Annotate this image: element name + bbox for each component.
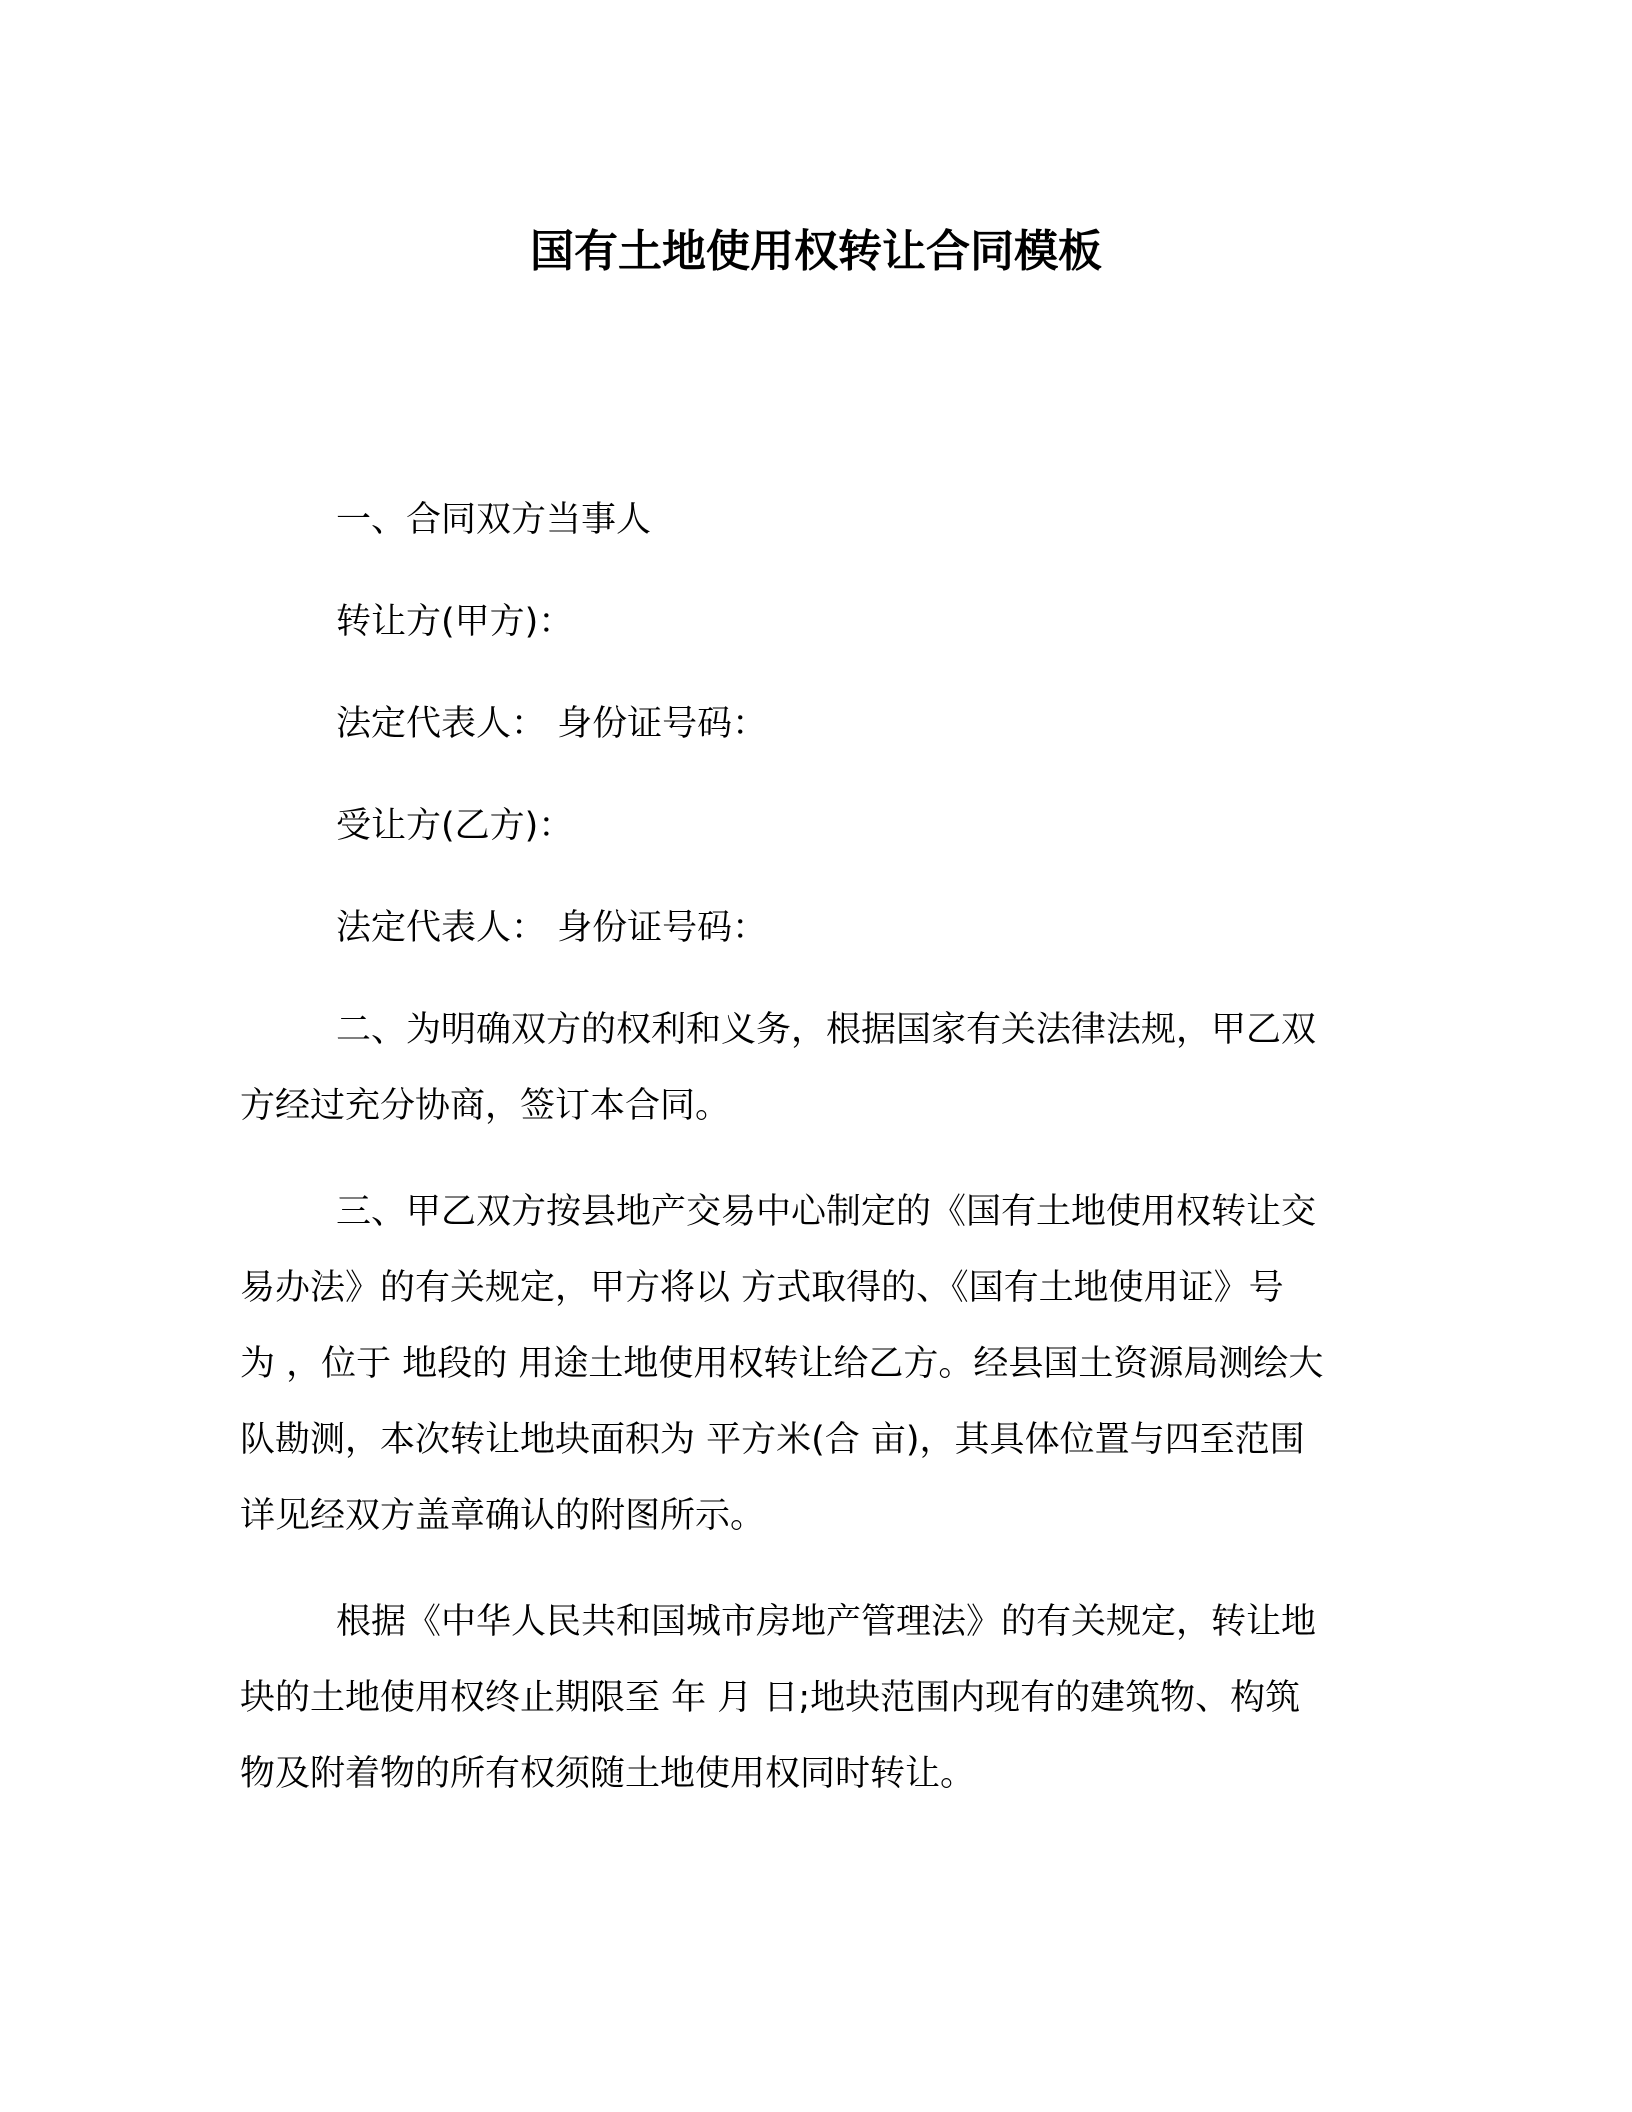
paragraph-line: 队勘测，本次转让地块面积为 平方米(合 亩)，其具体位置与四至范围 [240,1420,1305,1460]
transferor-line: 转让方(甲方)： [336,602,574,642]
paragraph-section-2 [240,992,1380,1144]
section-heading-parties: 一、合同双方当事人 [336,500,652,540]
paragraph-line: 方经过充分协商，签订本合同。 [240,1086,731,1126]
paragraph-line: 块的土地使用权终止期限至 年 月 日;地块范围内现有的建筑物、构筑 [240,1678,1301,1718]
paragraph-section-3 [240,1174,1380,1554]
legal-representative-line-2: 法定代表人： 身份证号码： [336,908,768,948]
transferee-line: 受让方(乙方)： [336,806,574,846]
paragraph-line: 三、甲乙双方按县地产交易中心制定的《国有土地使用权转让交 [336,1192,1317,1232]
paragraph-line: 物及附着物的所有权须随土地使用权同时转让。 [240,1754,976,1794]
document-title: 国有土地使用权转让合同模板 [530,226,1102,277]
paragraph-line: 详见经双方盖章确认的附图所示。 [240,1496,766,1536]
paragraph-line: 为 ，位于 地段的 用途土地使用权转让给乙方。经县国土资源局测绘大 [240,1344,1324,1384]
paragraph-line: 二、为明确双方的权利和义务，根据国家有关法律法规，甲乙双 [336,1010,1317,1050]
legal-representative-line-1: 法定代表人： 身份证号码： [336,704,768,744]
paragraph-line: 根据《中华人民共和国城市房地产管理法》的有关规定，转让地 [336,1602,1317,1642]
paragraph-section-4 [240,1584,1380,1812]
paragraph-line: 易办法》的有关规定，甲方将以 方式取得的、《国有土地使用证》号 [240,1268,1284,1308]
